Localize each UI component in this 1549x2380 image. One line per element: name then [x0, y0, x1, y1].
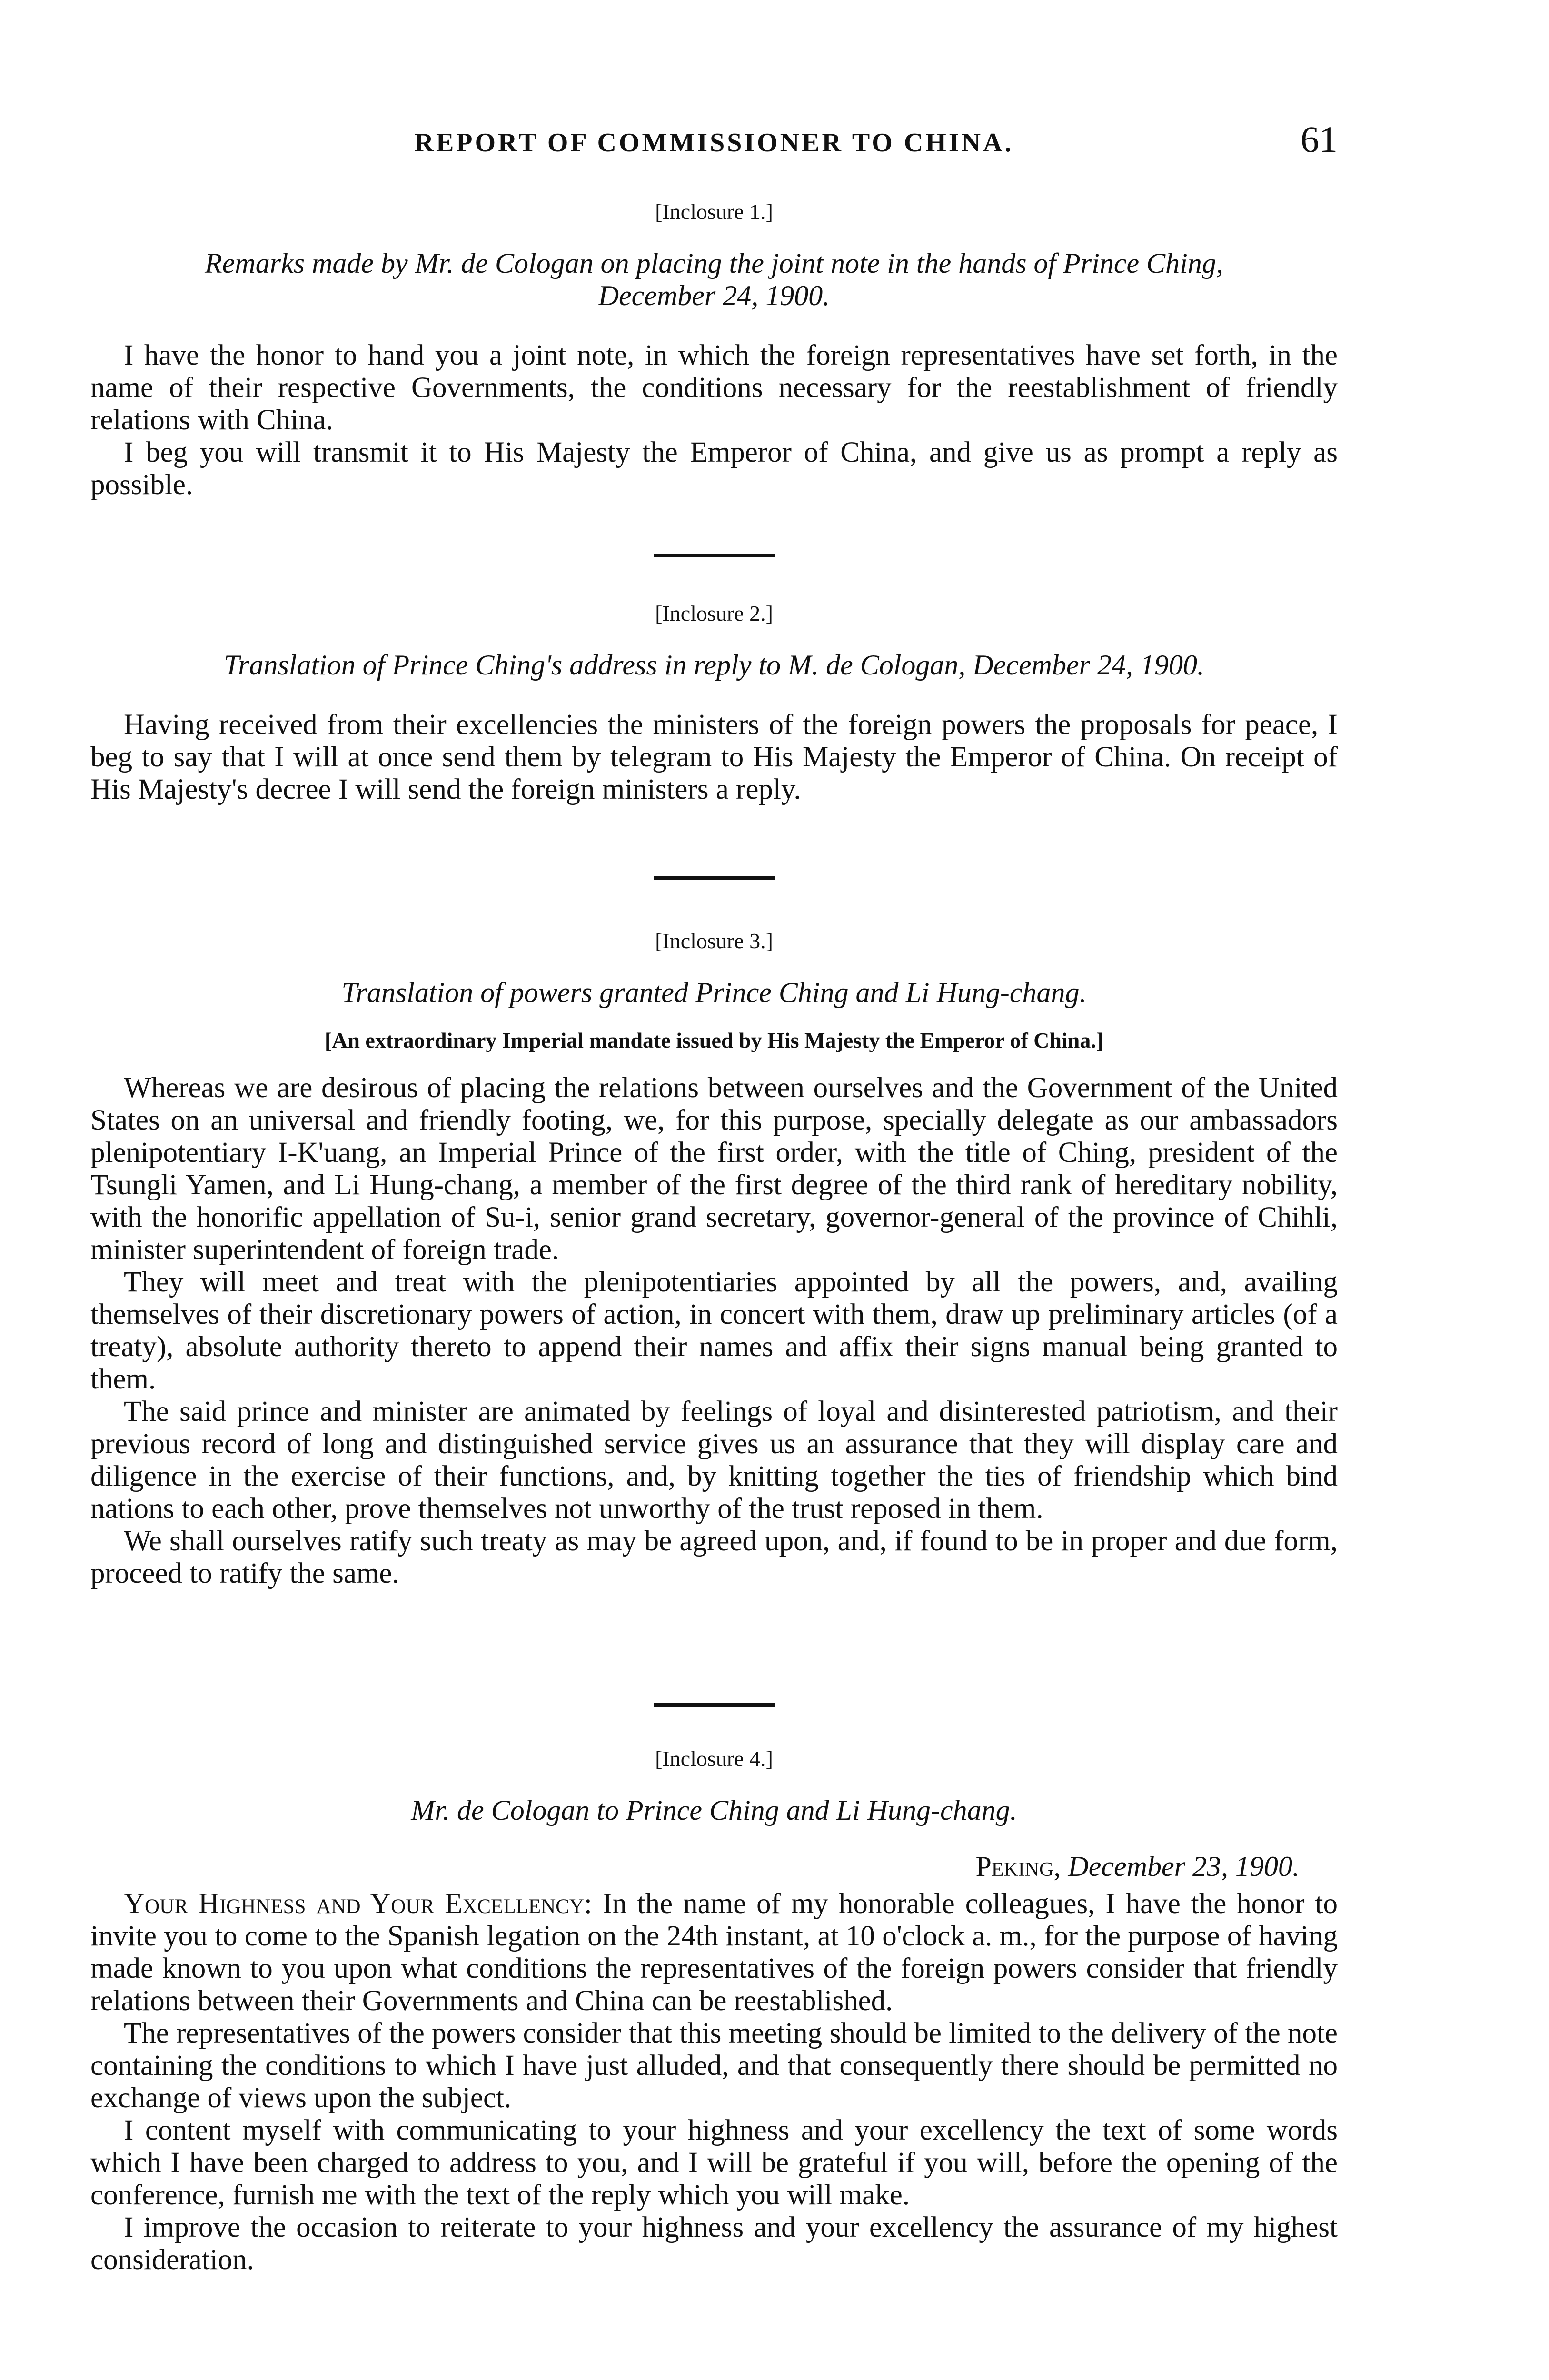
inclosure-4 — [90, 1746, 1338, 2276]
inclosure-2-heading: Translation of Prince Ching's address in reply to M. de Cologan, December 24, 1900. — [224, 649, 1204, 681]
running-title: REPORT OF COMMISSIONER TO CHINA. — [414, 128, 1014, 158]
page-header — [90, 118, 1338, 161]
document-page — [90, 0, 1338, 2380]
inclosure-1-heading-line-2: December 24, 1900. — [598, 280, 830, 311]
inclosure-4-label: [Inclosure 4.] — [655, 1746, 773, 1771]
inclosure-3-paragraph-1: Whereas we are desirous of placing the relations between ourselves and the Government of the United States on an universal and friendly footing, we, for this purpose, specially delegate as our ambassadors plenipotentiary I-K'uang, an Imperial Prince of the first order, with the title of Ching, president of the Tsungli Yamen, and Li Hung-chang, a member of the first degree of the third rank of hereditary nobility, with the honorific appellation of Su-i, senior grand secretary, governor-general of the province of Chihli, minister superintendent of foreign trade. — [90, 1072, 1338, 1266]
section-divider-1 — [654, 554, 775, 557]
inclosure-4-paragraph-3: I content myself with communicating to your highness and your excellency the text of some words which I have been charged to address to you, and I will be grateful if you will, before the opening of the conference, furnish me with the text of the reply which you will make. — [90, 2114, 1338, 2211]
page-number: 61 — [1301, 119, 1338, 160]
inclosure-1 — [90, 199, 1338, 501]
inclosure-4-heading: Mr. de Cologan to Prince Ching and Li Hung-chang. — [411, 1795, 1017, 1826]
section-divider-3 — [654, 1703, 775, 1707]
inclosure-2-paragraph-1: Having received from their excellencies the ministers of the foreign powers the proposals for peace, I beg to say that I will at once send them by telegram to His Majesty the Emperor of China. On receipt of His Majesty's decree I will send the foreign ministers a reply. — [90, 709, 1338, 805]
inclosure-3 — [90, 928, 1338, 1590]
inclosure-3-label: [Inclosure 3.] — [655, 929, 773, 953]
letter-salutation: Your Highness and Your Excellency: — [124, 1888, 592, 1920]
inclosure-3-paragraph-2: They will meet and treat with the plenipotentiaries appointed by all the powers, and, availing themselves of their discretionary powers of action, in concert with them, draw up preliminary articles (of a treaty), absolute authority thereto to append their names and affix their signs manual being granted to them. — [90, 1266, 1338, 1395]
inclosure-1-paragraph-2: I beg you will transmit it to His Majesty the Emperor of China, and give us as prompt a reply as possible. — [90, 436, 1338, 501]
dateline-place: Peking, — [975, 1851, 1061, 1882]
inclosure-2-label: [Inclosure 2.] — [655, 601, 773, 625]
inclosure-3-heading: Translation of powers granted Prince Ching and Li Hung-chang. — [341, 977, 1087, 1008]
inclosure-2 — [90, 601, 1338, 806]
inclosure-4-paragraph-4: I improve the occasion to reiterate to your highness and your excellency the assurance of my highest consideration. — [90, 2211, 1338, 2276]
inclosure-4-paragraph-1-text: In the name of my honorable colleagues, I have the honor to invite you to come to the Spanish legation on the 24th instant, at 10 o'clock a. m., for the purpose of having made known to you upon what conditions the representatives of the foreign powers consider that friendly relations between their Governments and China can be reestablished. — [90, 1888, 1338, 2017]
inclosure-1-label: [Inclosure 1.] — [655, 199, 773, 224]
inclosure-1-paragraph-1: I have the honor to hand you a joint note, in which the foreign representatives have set forth, in the name of their respective Governments, the conditions necessary for the reestablishment of friendly relations with China. — [90, 339, 1338, 436]
inclosure-4-paragraph-1 — [90, 1888, 1338, 2017]
dateline-date: December 23, 1900. — [1068, 1851, 1300, 1882]
inclosure-3-paragraph-4: We shall ourselves ratify such treaty as may be agreed upon, and, if found to be in proper and due form, proceed to ratify the same. — [90, 1525, 1338, 1589]
inclosure-1-heading-line-1: Remarks made by Mr. de Cologan on placing the joint note in the hands of Prince Ching, — [205, 248, 1223, 279]
section-divider-2 — [654, 876, 775, 880]
inclosure-3-subheading: [An extraordinary Imperial mandate issued by His Majesty the Emperor of China.] — [324, 1028, 1104, 1052]
letter-dateline — [90, 1850, 1338, 1883]
inclosure-3-paragraph-3: The said prince and minister are animated by feelings of loyal and disinterested patriotism, and their previous record of long and distinguished service gives us an assurance that they will display care and diligence in the exercise of their functions, and, by knitting together the ties of friendship which bind nations to each other, prove themselves not unworthy of the trust reposed in them. — [90, 1396, 1338, 1525]
inclosure-4-paragraph-2: The representatives of the powers consider that this meeting should be limited to the delivery of the note containing the conditions to which I have just alluded, and that consequently there should be permitted no exchange of views upon the subject. — [90, 2017, 1338, 2114]
